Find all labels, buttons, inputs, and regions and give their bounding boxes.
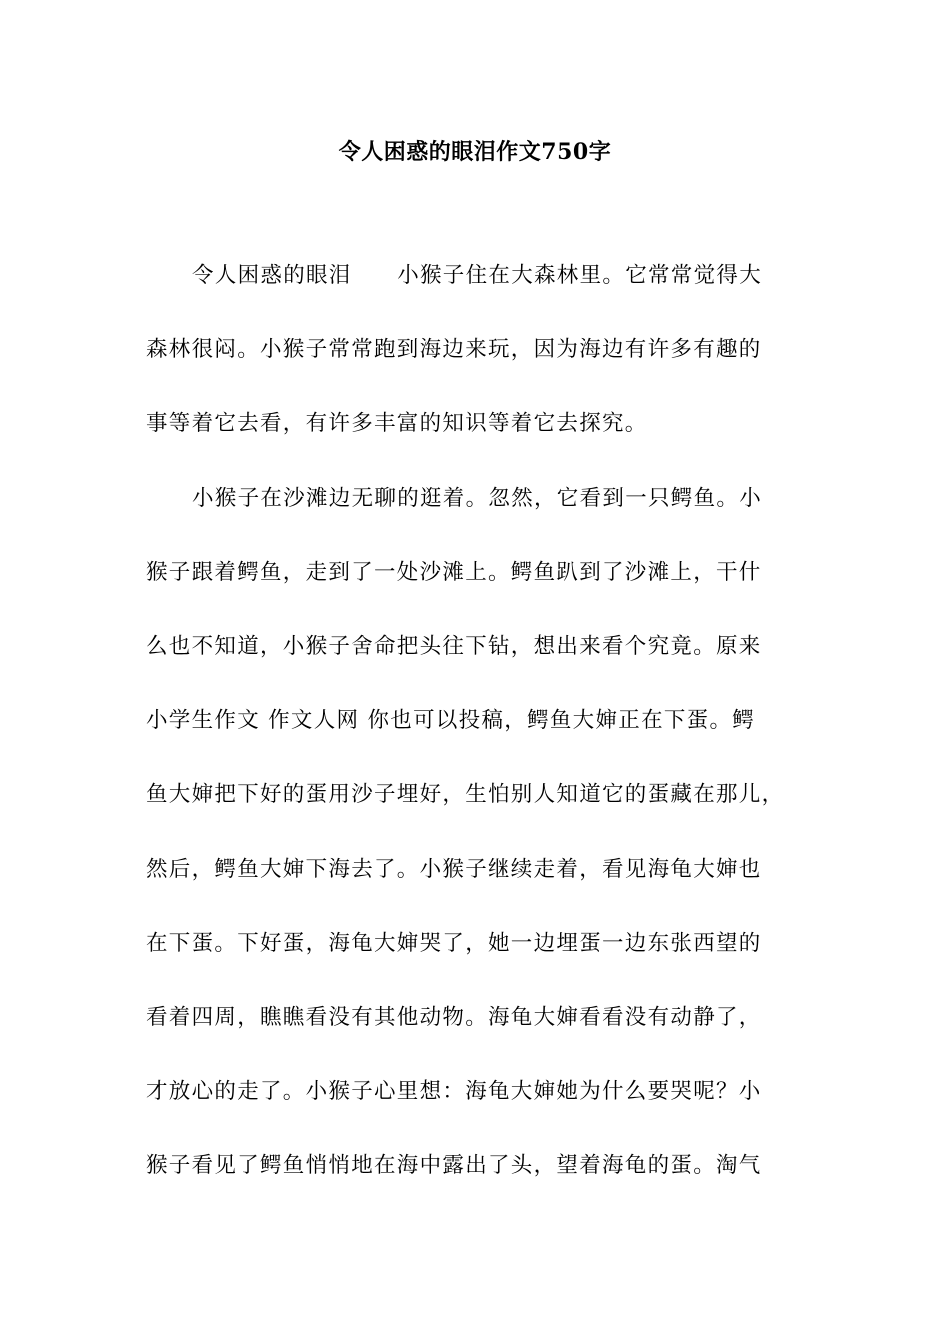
paragraph-line: 小学生作文 作文人网 你也可以投稿，鳄鱼大婶正在下蛋。鳄	[146, 708, 756, 734]
paragraph-line: 看着四周，瞧瞧看没有其他动物。海龟大婶看看没有动静了，	[146, 1004, 762, 1030]
paragraph-line: 鱼大婶把下好的蛋用沙子埋好，生怕别人知道它的蛋藏在那儿，	[146, 782, 785, 808]
paragraph-line: 么也不知道，小猴子舍命把头往下钻，想出来看个究竟。原来	[146, 633, 762, 659]
paragraph-line: 然后，鳄鱼大婶下海去了。小猴子继续走着，看见海龟大婶也	[146, 856, 762, 882]
paragraph-line: 令人困惑的眼泪 小猴子住在大森林里。它常常觉得大	[192, 263, 763, 288]
page-title: 令人困惑的眼泪作文750字	[338, 139, 612, 165]
paragraph-line: 森林很闷。小猴子常常跑到海边来玩，因为海边有许多有趣的	[146, 337, 762, 363]
paragraph-line: 才放心的走了。小猴子心里想：海龟大婶她为什么要哭呢？小	[146, 1079, 762, 1105]
paragraph-line: 猴子看见了鳄鱼悄悄地在海中露出了头，望着海龟的蛋。淘气	[146, 1153, 762, 1179]
paragraph-line: 事等着它去看，有许多丰富的知识等着它去探究。	[146, 411, 648, 437]
paragraph-line: 猴子跟着鳄鱼，走到了一处沙滩上。鳄鱼趴到了沙滩上，干什	[146, 559, 762, 585]
paragraph-line: 在下蛋。下好蛋，海龟大婶哭了，她一边埋蛋一边东张西望的	[146, 930, 762, 956]
article-body	[146, 252, 818, 1216]
paragraph-line: 小猴子在沙滩边无聊的逛着。忽然，它看到一只鳄鱼。小	[192, 485, 763, 511]
